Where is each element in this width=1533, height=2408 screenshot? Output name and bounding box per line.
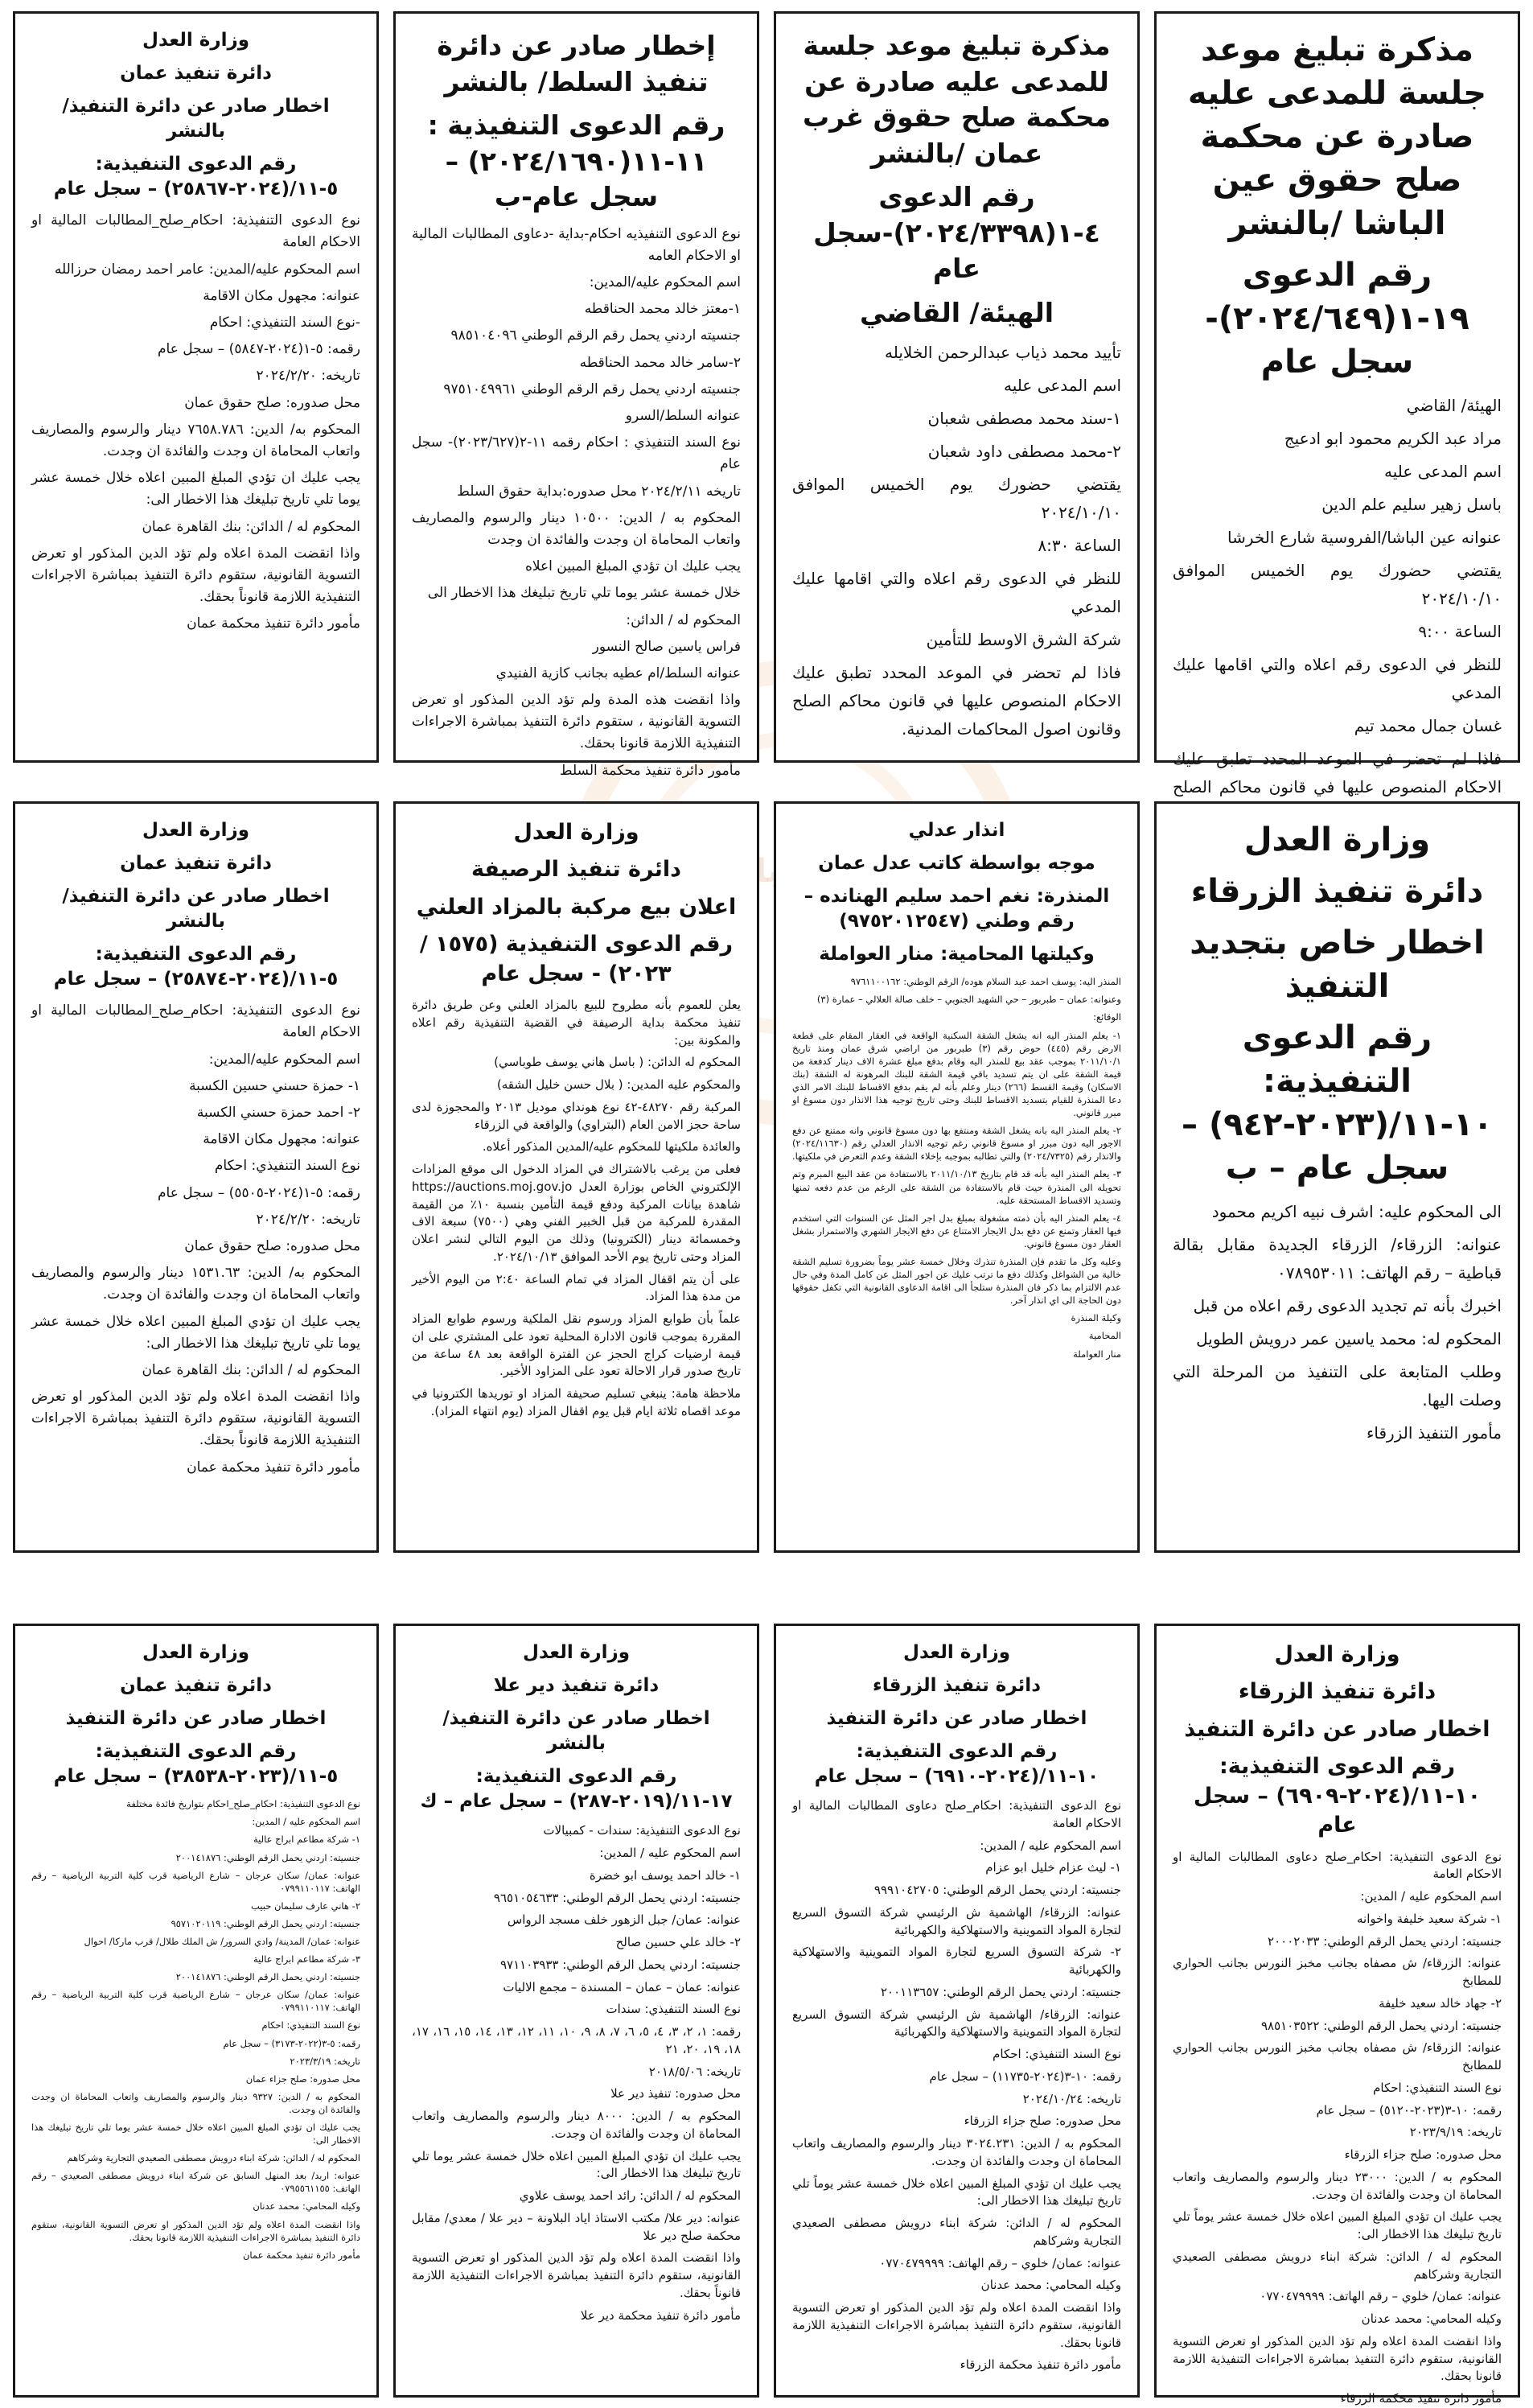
- notice-line: محل صدوره: صلح حقوق عمان: [184, 1237, 360, 1254]
- notice-line: ٣- يعلم المنذر اليه بأنه قد قام بتاريخ ٢٠١١/١٠/١٣ بالاستفادة من عقد البيع المبرم وتم تحويله الى المنذرة حيث قام بالاستفادة من الشقة على الرغم من عدم دفعه ثمنها وتسديد الاقساط المستحقة عليه.: [792, 1168, 1121, 1206]
- case-number: رقم الدعوى التنفيذية: ١٠-١١/(٢٠٢٣-٩٤٢) – سجل عام – ب: [1182, 1019, 1493, 1187]
- notice-line: تاريخه: ٢٠٢٣/٣/١٩: [290, 2055, 360, 2067]
- notice-line: مأمور دائرة تنفيذ محكمة الزرقاء: [960, 2357, 1121, 2373]
- notice-line: واذا انقضت المدة اعلاه ولم تؤد الدين المذكور او تعرض التسوية القانونية، ستقوم دائرة التنفيذ بمباشرة الاجراءات التنفيذية اللازمة قانوناً بحقك.: [31, 1389, 360, 1449]
- case-number: رقم الدعوى التنفيذية : ١١-١١(٢٠٢٤/١٦٩٠) – سجل عام-ب: [427, 109, 725, 213]
- notice-line: نوع السند التنفيذي: سندات: [606, 2002, 741, 2017]
- ministry-header: وزارة العدل: [513, 820, 639, 845]
- notice-line: اسم المحكوم عليه/المدين: عامر احمد رمضان حرزالله: [54, 261, 360, 278]
- notice-body: [412, 1822, 741, 2324]
- notice-line: نوع السند التنفيذي: احكام: [1373, 2080, 1502, 2095]
- notice-body: [792, 1797, 1121, 2374]
- notice-body: [1173, 1849, 1502, 2408]
- notice-amman-execution-38538: [13, 1624, 379, 2398]
- notice-line: المحكوم به/ الدين: ٧٦٥٨.٧٨٦ دينار والرسوم والمصاريف واتعاب المحاماة ان وجدت والفائدة ان وجدت.: [31, 421, 360, 459]
- notice-line: عنوانه: الزرقاء/ الزرقاء الجديدة مقابل بقالة قباطية – رقم الهاتف: ٠٧٨٩٥٣٠١١: [1173, 1235, 1502, 1282]
- notice-line: اسم المحكوم عليه / المدين:: [599, 1846, 741, 1861]
- row-1: [13, 11, 1520, 796]
- watermark-text: الإخبارية: [705, 853, 839, 890]
- notice-body: [412, 224, 741, 782]
- notice-line: عنوانه: اربد/ بعد المنهل السابق عن شركة ابناء درويش مصطفى الصعيدي – رقم الهاتف: ٠٧٩٥٥٦١١٥٥: [31, 2170, 360, 2195]
- notice-line: مأمور دائرة تنفيذ محكمة عمان: [187, 615, 360, 632]
- notice-line: تاريخه ٢٠٢٤/٢/١١ محل صدوره:بداية حقوق السلط: [457, 483, 741, 500]
- notice-line: يجب عليك ان تؤدي المبلغ المبين اعلاه خلال خمسة عشر يوماً تلي تاريخ تبليغك هذا الاخطار الى:: [1173, 2209, 1502, 2242]
- notice-line: ١- حمزة حسني حسين الكسبة: [189, 1077, 360, 1094]
- notice-line: محل صدوره: صلح جزاء الزرقاء: [1344, 2147, 1502, 2163]
- notice-line: يجب عليك ان تؤدي المبلغ المبين اعلاه خلال خمسة عشر يوما تلي تاريخ تبليغك هذا الاخطار الى:: [31, 470, 360, 508]
- notice-line: ١- خالد احمد يوسف ابو خضرة: [589, 1867, 741, 1883]
- notice-line: مراد عبد الكريم محمود ابو ادعيج: [1284, 429, 1502, 448]
- notice-title: اخطار صادر عن دائرة التنفيذ/ بالنشر: [62, 886, 330, 932]
- department-header: دائرة تنفيذ الزرقاء: [873, 1675, 1041, 1697]
- notice-line: عنوانه: عمان/ سكان عرجان – شارع الرياضية قرب كلية التربية الرياضية – رقم الهاتف: ٠٧٩٩١١٠١١٧: [31, 1989, 360, 2014]
- notice-line: رقمه: ١٠-٣(٢٠٢٣-٥١٢٠) – سجل عام: [1316, 2102, 1502, 2118]
- notice-line: تاريخه: ٢٠٢٤/١٠/٢٤: [1022, 2091, 1121, 2106]
- notice-title: اخطار خاص بتجديد التنفيذ: [1190, 924, 1485, 1005]
- notice-line: ٢- هاني عارف سليمان حبيب: [250, 1900, 360, 1912]
- case-number: رقم الدعوى التنفيذية: ١٠-١١/(٢٠٢٤-٦٩١٠) – سجل عام: [814, 1741, 1099, 1788]
- notice-line: اسم المحكوم عليه / المدين:: [1360, 1889, 1502, 1904]
- notice-line: على أن يتم اقفال المزاد في تمام الساعة ٢:٤٠ من اليوم الأخير من مدة هذا المزاد.: [412, 1271, 741, 1304]
- notice-line: المحكوم به/ الدين: ١٥٣١.٦٣ دينار والرسوم والمصاريف واتعاب المحاماة ان وجدت والفائدة ان وجدت.: [31, 1265, 360, 1303]
- notice-line: المحكوم به / الدين: ٨٠٠٠ دينار والرسوم والمصاريف واتعاب المحاماة ان وجدت والفائدة ان وجدت.: [412, 2109, 741, 2141]
- notice-line: نوع السند التنفيذي: احكام: [993, 2047, 1121, 2062]
- notice-line: واذا انقضت المدة اعلاه ولم تؤد الدين المذكور او تعرض التسوية القانونية، ستقوم دائرة التنفيذ بمباشرة الاجراءات التنفيذية اللازمة قانوناً بحقك.: [412, 2250, 741, 2300]
- notice-line: يجب عليك ان تؤدي المبلغ المبين اعلاه خلال خمسة عشر يوماً تلي تاريخ تبليغك هذا الاخطار الى:: [792, 2175, 1121, 2208]
- notice-body: [1173, 1198, 1502, 1447]
- row-3: [13, 1624, 1520, 2406]
- department-header: دائرة تنفيذ دير علا: [493, 1675, 660, 1697]
- notice-title: اعلان بيع مركبة بالمزاد العلني: [416, 894, 737, 920]
- notice-line: محل صدوره: صلح جزاء عمان: [245, 2073, 360, 2085]
- department-header: دائرة تنفيذ عمان: [120, 1675, 272, 1697]
- notice-line: ٢- خالد علي حسين صالح: [615, 1935, 741, 1950]
- notice-title: اخطار صادر عن دائرة التنفيذ: [65, 1708, 327, 1730]
- notice-deir-alla-execution: [393, 1624, 759, 2398]
- notice-line: عنوانه: الزرقاء/ الهاشمية ش الرئيسي شركة التسوق السريع لتجارة المواد التموينية والاستهلاكية والكهربائية: [792, 2007, 1121, 2040]
- notice-line: عنوانه عين الباشا/الفروسية شارع الخرشا: [1227, 528, 1502, 547]
- notice-zarqa-execution-6910: [774, 1624, 1140, 2398]
- ministry-header: وزارة العدل: [142, 1642, 249, 1663]
- notice-line: محل صدوره: صلح جزاء الزرقاء: [964, 2114, 1121, 2129]
- notice-line: جنسيته: اردني يحمل الرقم الوطني: ٢٠٠١١٣٦٥٧: [880, 1984, 1121, 1999]
- notice-line: عنوانه السلط/السرو: [625, 408, 741, 425]
- notice-line: وكيله المحامي: محمد عدنان: [1361, 2311, 1502, 2327]
- notice-line: ١-معتز خالد محمد الحناقطه: [584, 301, 741, 318]
- notice-line: تاريخه: ٢٠٢٣/٩/١٩: [1409, 2125, 1502, 2140]
- notice-line: تاريخه: ٢٠١٨/٥/٠٦: [648, 2064, 741, 2079]
- notice-line: اسم المحكوم عليه / المدين:: [980, 1838, 1121, 1853]
- notice-line: المحكوم له: محمد ياسين عمر درويش الطويل: [1196, 1329, 1502, 1348]
- notice-line: المحكوم له الدائن: ( باسل هاني يوسف طوباسي): [494, 1055, 741, 1070]
- notice-line: وكيله المحامي: محمد عدنان: [253, 2200, 360, 2212]
- ministry-header: وزارة العدل: [903, 1642, 1010, 1663]
- ministry-header: وزارة العدل: [1243, 821, 1431, 858]
- notice-line: فراس ياسين صالح النسور: [592, 638, 741, 655]
- notice-zarqa-execution-6909: [1154, 1624, 1520, 2406]
- notice-line: المحكوم به / الدين: ٣٠٢٤.٢٣١ دينار والرسوم والمصاريف واتعاب المحاماة ان وجدت والفائدة ان وجدت.: [792, 2136, 1121, 2168]
- notice-line: ٢-محمد مصطفى داود شعبان: [927, 442, 1121, 462]
- notice-title: مذكرة تبليغ موعد جلسة للمدعى عليه صادرة عن محكمة صلح حقوق غرب عمان /بالنشر: [802, 30, 1112, 169]
- notice-line: اسم المدعى عليه: [1004, 376, 1121, 396]
- case-number: رقم الدعوى التنفيذية: ١٠-١١/(٢٠٢٤-٦٩٠٩) – سجل عام: [1193, 1754, 1482, 1838]
- notice-line: يجب عليك ان تؤدي المبلغ المبين اعلاه: [524, 558, 741, 575]
- notice-line: ١-سند محمد مصطفى شعبان: [927, 409, 1121, 429]
- notice-line: مأمور دائرة تنفيذ محكمة دير علا: [580, 2307, 741, 2323]
- notice-line: جنسيته: اردني يحمل الرقم الوطني: ٢٠٠١٤١٨٧٦: [175, 1851, 360, 1863]
- lawyer-line: وكيلتها المحامية: منار العواملة: [819, 944, 1095, 965]
- notice-line: مأمور دائرة تنفيذ محكمة الزرقاء: [1340, 2391, 1502, 2406]
- notice-title: اخطار صادر عن دائرة التنفيذ/ بالنشر: [442, 1708, 710, 1755]
- notice-line: نوع الدعوى التنفيذية: سندات - كمبيالات: [543, 1823, 741, 1838]
- notice-line: شركة الشرق الاوسط للتأمين: [926, 630, 1121, 650]
- notice-line: ١- يعلم المنذر اليه انه يشغل الشقة السكنية الواقعة في العقار المقام على قطعة الارض رقم (٤٤٥) حوض رقم (٣) طبربور من اراضي شرق عمان ومنذ تاريخ ٢٠١١/١٠/١ بموجب عقد بيع للمنذر اليه وقام بدفع مبلغ عشرة الاف دينار كدفعة من قيمة الشقة على ان يتم تسديد باقي قيمة الشقة للبنك المرهونة له الشقة (بنك الاسكان) وقيمة القسط (٢٦٦) دينار وعلم بأنه لم يقم بدفع الاقساط للبنك الامر الذي دعا المنذرة للقيام بتسديد الاقساط للبنك وحتى تاريخ توجيه هذا الانذار دون مسوغ او مبرر قانوني.: [792, 1029, 1121, 1119]
- notice-line: عنوانه: الزرقاء/ ش مصفاه بجانب مخبز النورس بجانب الحواري للمطابخ: [1173, 1956, 1502, 1989]
- notice-title: اخطار صادر عن دائرة التنفيذ/ بالنشر: [62, 96, 330, 142]
- notice-line: ٢- يعلم المنذر اليه بانه يشغل الشقة ومنتفع بها دون مسوغ قانوني وانه ممتنع عن دفع الاجور اليه دون مبرر او مسوغ قانوني رغم توجيه الانذار العدلي رقم (٢٠٢٤/١١٦٣٠) والانذار رقم (٢٠٢٤/٧٣٢٥) والتي تطالبه بموجبه بإخلاء الشقة وعدم التعرض في ملكيتها.: [792, 1125, 1121, 1163]
- notice-line: نوع الدعوى التنفيذية: احكام_صلح_احكام بتواريخ فائدة مختلفة: [126, 1798, 360, 1810]
- ministry-header: وزارة العدل: [523, 1642, 630, 1663]
- case-number: رقم الدعوى التنفيذية (١٥٧٥ / ٢٠٢٣) - سجل عام: [419, 932, 734, 986]
- notice-line: عنوانه: عمان/ المدينة/ وادي السرور/ ش الملك طلال/ قرب ماركا/ احوال: [84, 1935, 360, 1947]
- notice-ain-basha-hearing: [1154, 11, 1520, 796]
- notice-line: المحكوم به / الدين: ٩٣٢٧ دينار والرسوم والمصاريف واتعاب المحاماة ان وجدت والفائدة ان وجدت.: [31, 2090, 360, 2115]
- notice-line: عنوانه: عمان/ جبل الزهور خلف مسجد الرواس: [507, 1912, 741, 1928]
- notice-line: تأييد محمد ذياب عبدالرحمن الخلايله: [885, 343, 1121, 363]
- notice-line: للنظر في الدعوى رقم اعلاه والتي اقامها عليك المدعي: [792, 569, 1121, 617]
- notice-line: مأمور التنفيذ الزرقاء: [1367, 1423, 1502, 1443]
- case-number: رقم الدعوى ١٩-١(٢٠٢٤/٦٤٩)-سجل عام: [1205, 257, 1469, 381]
- notice-line: رقمه: ٥-١(٢٠٢٤-٥٨٤٧) – سجل عام: [158, 341, 360, 358]
- notice-line: المحكوم به / الدين: ٢٣٠٠٠ دينار والرسوم والمصاريف واتعاب المحاماة ان وجدت والفائدة ان وجدت.: [1173, 2169, 1502, 2202]
- notice-line: جنسيته: اردني يحمل الرقم الوطني: ٩٩٩١٠٤٢٧٠٥: [873, 1883, 1121, 1898]
- notice-line: ٢- احمد حمزة حسني الكسبة: [196, 1105, 360, 1122]
- notice-line: ١- شركة سعيد خليفة واخوانه: [1357, 1911, 1502, 1926]
- notice-line: جنسيته: اردني يحمل الرقم الوطني: ٩٨٥١٠٣٥٢٢: [1260, 2018, 1502, 2033]
- notice-rusaifa-auction: [393, 801, 759, 1553]
- notice-line: عنوانه: دير علا/ مكتب الاستاذ اياد البلاونة – دير علا / معدي/ مقابل محكمة صلح دير علا: [412, 2210, 741, 2243]
- notice-line: يجب عليك ان تؤدي المبلغ المبين اعلاه خلال خمسة عشر يوما تلي تاريخ تبليغك هذا الاخطار الى:: [31, 1313, 360, 1352]
- notice-line: مأمور دائرة تنفيذ محكمة عمان: [187, 1459, 360, 1476]
- notice-line: فاذا لم تحضر في الموعد المحدد تطبق عليك الاحكام المنصوص عليها في قانون محاكم الصلح: [1173, 749, 1502, 796]
- notice-line: وكيلة المنذرة: [1071, 1312, 1121, 1324]
- notice-line: عنوانه السلط/ام عطيه بجانب كازية الفنيدي: [495, 665, 741, 681]
- notice-line: نوع الدعوى التنفيذية: احكام_صلح_المطالبات المالية او الاحكام العامة: [31, 1002, 360, 1041]
- panel-label: الهيئة/ القاضي: [859, 296, 1054, 328]
- notice-amman-execution-25867: [13, 11, 379, 763]
- notice-body: [412, 997, 741, 1421]
- notice-line: فاذا لم تحضر في الموعد المحدد تطبق عليك الاحكام المنصوص عليها في قانون محاكم الصلح وقانون اصول المحاكمات المدنية.: [792, 663, 1121, 739]
- notice-line: المحكوم له / الدائن: بنك القاهرة عمان: [142, 1361, 360, 1378]
- notice-line: وعليه وكل ما تقدم فإن المنذرة تنذرك وخلال خمسة عشر يوماً بضرورة تسليم الشقة خالية من الشواغل وكذلك دفع ما ترتب عليك عن اجور المثل عن كامل المدة وفي حال عدم الالتزام بما ذكر فان المنذرة ستلجأ الى اقامة الدعاوى القانونية التي تكفل حقوقها دون الحاجة الى اي انذار آخر.: [792, 1256, 1121, 1307]
- notice-title: اخطار صادر عن دائرة التنفيذ: [826, 1708, 1087, 1730]
- case-number: رقم الدعوى التنفيذية: ١٧-١١/(٢٠١٩-٢٨٧) – سجل عام – ك: [420, 1766, 733, 1813]
- notice-line: رقمه: ١، ٢، ٣، ٤، ٥، ٦، ٧، ٨، ٩، ١٠، ١١، ١٢، ١٣، ١٤، ١٥، ١٦، ١٧، ١٨، ١٩، ٢٠، ٢١: [412, 2024, 742, 2056]
- notice-line: جنسيته: اردني يحمل الرقم الوطني: ٢٠٠١٤١٨٧٦: [175, 1971, 360, 1983]
- notice-line: اسم المدعى عليه: [1384, 462, 1502, 481]
- notice-line: نوع الدعوى التنفيذيه احكام-بداية -دعاوى المطالبات المالية او الاحكام العامه: [412, 225, 741, 264]
- ministry-header: وزارة العدل: [1274, 1642, 1400, 1667]
- notice-line: ٢-سامر خالد محمد الحناقطه: [579, 354, 741, 371]
- notice-line: عنوانه: مجهول مكان الاقامة: [203, 1131, 360, 1148]
- notice-line: باسل زهير سليم علم الدين: [1321, 495, 1502, 514]
- notice-title: اخطار صادر عن دائرة التنفيذ: [1184, 1716, 1490, 1742]
- notice-line: نوع السند التنفيذي: احكام: [261, 2019, 360, 2031]
- notice-line: منار العواملة: [1073, 1348, 1121, 1360]
- notice-line: الساعة ٨:٣٠: [1038, 536, 1121, 556]
- notice-line: عنوانه: عمان/ سكان عرجان – شارع الرياضية قرب كلية التربية الرياضية – رقم الهاتف: ٠٧٩٩١١٠١١٧: [31, 1869, 360, 1894]
- notice-line: ١- ليث عزام خليل ابو عزام: [985, 1860, 1121, 1875]
- case-number: رقم الدعوى التنفيذية: ٥-١١/(٢٠٢٤-٢٥٨٧٤) – سجل عام: [53, 944, 339, 990]
- notice-body: [1173, 392, 1502, 829]
- notice-line: المحكوم له / الدائن: بنك القاهرة عمان: [142, 518, 360, 535]
- notice-line: يقتضي حضورك يوم الخميس الموافق ٢٠٢٤/١٠/١٠: [1173, 561, 1502, 608]
- department-header: دائرة تنفيذ عمان: [120, 853, 272, 875]
- notice-line: جنسيته: اردني يحمل الرقم الوطني: ٢٠٠٠٢٠٣٣: [1268, 1933, 1502, 1949]
- notice-line: تاريخه: ٢٠٢٤/٢/٢٠: [256, 1211, 360, 1228]
- notice-line: واذا انقضت المدة اعلاه ولم تؤد الدين المذكور او تعرض التسوية القانونية، ستقوم دائرة التنفيذ بمباشرة الاجراءات التنفيذية اللازمة قانونا بحقك.: [1173, 2333, 1502, 2384]
- notice-line: نوع السند التنفيذي : احكام رقمه ١١-٢(٢٠٢٣/٦٢٧)- سجل عام: [412, 434, 742, 473]
- notice-body: [792, 975, 1121, 1360]
- notice-line: رقمه: ٥-٣(٢٠٢٢-٣١٧٣) – سجل عام: [223, 2037, 360, 2049]
- notice-line: المنذر اليه: يوسف احمد عبد السلام هوده/ الرقم الوطني: ٩٧٦١١٠٠١٦٢: [850, 976, 1121, 988]
- notice-line: الى المحكوم عليه: اشرف نبيه اكريم محمود: [1211, 1202, 1502, 1221]
- notice-line: مأمور دائرة تنفيذ محكمة عمان: [242, 2249, 360, 2261]
- notice-west-amman-hearing: [774, 11, 1140, 763]
- department-header: دائرة تنفيذ الرصيفة: [471, 857, 682, 883]
- department-header: دائرة تنفيذ الزرقاء: [1238, 1679, 1436, 1705]
- department-header: دائرة تنفيذ الزرقاء: [1190, 873, 1484, 910]
- notice-line: فعلى من يرغب بالاشتراك في المزاد الدخول الى موقع المزادات الإلكتروني الخاص بوزارة العدل https://auctions.moj.gov.jo شاهدة بيانات المركبة ودفع قيمة التأمين بنسبة ١٠٪ من القيمة المقدرة للمركبة من قبل الخبير الفني وهي (٧٥٠٠) سبعة الاف وخمسمائة دينار (الكترونيا) وذلك من اليوم التالي لنشر اعلان المزاد وحتى تاريخ يوم الأحد الموافق ٢٠٢٤/١٠/١٣.: [412, 1162, 741, 1264]
- notice-body: [31, 210, 360, 635]
- notice-line: رقمه: ١٠-٣(٢٠٢٤-١١٧٣٥) – سجل عام: [929, 2068, 1121, 2084]
- notice-line: المركبة رقم ٤٨٢٧٠-٤٢ نوع هونداي موديل ٢٠١٣ والمحجوزة لدى ساحة حجز الامن العام (البتراوي) والواقعة في الزرقاء: [412, 1099, 741, 1132]
- notice-line: عنوانه: الزرقاء/ ش مصفاه بجانب مخبز النورس بجانب الحواري للمطابخ: [1173, 2040, 1502, 2073]
- notice-line: محل صدوره: تنفيذ دير علا: [610, 2086, 741, 2101]
- case-number: رقم الدعوى التنفيذية: ٥-١١/(٢٠٢٣-٣٨٥٣٨) – سجل عام: [53, 1741, 339, 1788]
- notice-line: الوقائع:: [1093, 1011, 1121, 1023]
- notice-line: جنسيته: اردني يحمل الرقم الوطني: ٩٧١١٠٣٩٣٣: [499, 1957, 741, 1972]
- notice-line: الساعة ٩:٠٠: [1418, 622, 1502, 641]
- notice-judicial-warning: [774, 801, 1140, 1553]
- notice-line: محل صدوره: صلح حقوق عمان: [184, 394, 360, 411]
- notice-line: وكيله المحامي: محمد عدنان: [980, 2278, 1121, 2293]
- notice-line: المحامية: [1088, 1330, 1121, 1342]
- notice-line: جنسيته اردني يحمل رقم الرقم الوطني ٩٨٥١٠٤٠٩٦: [450, 327, 741, 344]
- notice-line: عنوانه: عمان/ خلوي – رقم الهاتف: ٠٧٧٠٤٧٩٩٩٩: [879, 2255, 1121, 2270]
- notice-line: يقتضي حضورك يوم الخميس الموافق ٢٠٢٤/١٠/١٠: [792, 475, 1121, 523]
- notice-line: وعنوانه: عمان – طبربور – حي الشهيد الجنوبي – خلف صالة العلالي – عمارة (٣): [816, 994, 1121, 1006]
- notice-line: عنوانه: عمان/ خلوي – رقم الهاتف: ٠٧٧٠٤٧٩٩٩٩: [1260, 2289, 1502, 2304]
- ministry-header: وزارة العدل: [142, 30, 249, 51]
- notice-line: عنوانه: عمان – عمان – المسندة – مجمع الاليات: [503, 1979, 741, 1994]
- case-number: رقم الدعوى ٤-١(٢٠٢٤/٣٣٩٨)-سجل عام: [813, 181, 1100, 285]
- notice-line: وطلب المتابعة على التنفيذ من المرحلة التي وصلت اليها.: [1173, 1362, 1502, 1410]
- notice-line: المحكوم به / الدين: ١٠٥٠٠ دينار والرسوم والمصاريف واتعاب المحاماة ان وجدت والفائدة ان وجدت: [412, 509, 741, 548]
- notice-line: جنسيته اردني يحمل رقم الرقم الوطني ٩٧٥١٠٤٩٩٦١: [443, 381, 741, 397]
- notice-line: واذا انقضت المدة اعلاه ولم تؤد الدين المذكور او تعرض التسوية القانونية، ستقوم دائرة التنفيذ بمباشرة الاجراءات التنفيذية اللازمة قانونا بحقك.: [792, 2300, 1121, 2350]
- notice-line: ٢- شركة التسوق السريع لتجارة المواد التموينية والاستهلاكية والكهربائية: [792, 1945, 1121, 1978]
- notice-line: المحكوم له / الدائن: شركة ابناء درويش مصطفى الصعيدي التجارية وشركاهم: [1173, 2249, 1502, 2282]
- row-2: [13, 801, 1520, 1553]
- notice-line: -نوع السند التنفيذي: احكام: [209, 315, 360, 331]
- notice-line: غسان جمال محمد تيم: [1354, 716, 1502, 735]
- notice-line: عنوانه: الزرقاء/ الهاشمية ش الرئيسي شركة التسوق السريع لتجارة المواد التموينية والاستهلاكية والكهربائية: [792, 1904, 1121, 1937]
- notice-line: ١- شركة مطاعم ابراج عالية: [253, 1834, 360, 1846]
- notice-line: المحكوم له / الدائن:: [626, 611, 741, 628]
- notice-line: والمحكوم عليه المدين: ( بلال حسن خليل الشقه): [496, 1077, 741, 1093]
- notice-line: يجب عليك ان تؤدي المبلغ المبين اعلاه خلال خمسة عشر يوما تلي تاريخ تبليغك هذا الاخطار الى:: [31, 2122, 360, 2147]
- warner-line: المنذرة: نغم احمد سليم الهنانده – رقم وطني (٩٧٥٢٠١٢٥٤٧): [803, 886, 1110, 932]
- notice-line: اسم المحكوم عليه / المدين:: [252, 1816, 360, 1828]
- notary-header: موجه بواسطة كاتب عدل عمان: [818, 853, 1095, 875]
- notice-line: نوع الدعوى التنفيذية: احكام_صلح دعاوى المطالبات المالية او الاحكام العامة: [1173, 1849, 1502, 1882]
- notice-line: عنوانه: مجهول مكان الاقامة: [203, 287, 360, 304]
- notice-body: [31, 1797, 360, 2262]
- notice-line: نوع الدعوى التنفيذية: احكام_صلح دعاوى المطالبات المالية او الاحكام العامة: [792, 1798, 1121, 1830]
- notice-line: اخبرك بأنه تم تجديد الدعوى رقم اعلاه من قبل: [1193, 1296, 1502, 1315]
- notice-title: انذار عدلي: [908, 820, 1005, 841]
- notice-body: [792, 339, 1121, 743]
- notice-line: الهيئة/ القاضي: [1406, 396, 1502, 415]
- notice-line: واذا انقضت المدة اعلاه ولم تؤد الدين المذكور او تعرض التسوية القانونية، ستقوم دائرة التنفيذ بمباشرة الاجراءات التنفيذية اللازمة قانونا بحقك.: [31, 2218, 360, 2243]
- notice-line: نوع السند التنفيذي: احكام: [214, 1158, 360, 1175]
- notice-line: للنظر في الدعوى رقم اعلاه والتي اقامها عليك المدعي: [1173, 655, 1502, 702]
- notice-line: ملاحظة هامة: ينبغي تسليم صحيفة المزاد او توريدها الكترونيا في موعد اقصاه ثلاثة ايام قبل يوم اقفال المزاد (يوم انتهاء المزاد).: [412, 1386, 741, 1418]
- notice-line: ٤- يعلم المنذر اليه بأن ذمته مشغولة بمبلغ بدل اجر المثل عن السنوات التي استخدم فيها العقار وتمنع عن دفع بدل الايجار الامتناع عن دفع الايجار الشهري والاستمرار بشغل العقار دون مسوغ قانوني.: [792, 1212, 1121, 1249]
- notice-salt-execution: [393, 11, 759, 779]
- notice-line: علماً بأن طوابع المزاد ورسوم نقل الملكية ورسوم طوابع المزاد المقررة بموجب قانون الادارة المحلية تعود على المشتري على ان قيمة ارضيات كراج الحجز عن الفترة الواقعة بعد ٤٨ ساعة من تاريخ صدور قرار الاحالة تعود على المزاود الأخير.: [412, 1311, 742, 1379]
- notice-line: اسم المحكوم عليه/المدين:: [589, 274, 741, 291]
- notice-line: خلال خمسة عشر يوما تلي تاريخ تبليغك هذا الاخطار الى: [427, 585, 741, 602]
- ministry-header: وزارة العدل: [142, 820, 249, 841]
- notice-line: ٣- شركة مطاعم ابراج عالية: [253, 1953, 360, 1966]
- notice-body: [31, 1000, 360, 1479]
- case-number: رقم الدعوى التنفيذية: ٥-١١/(٢٠٢٤-٢٥٨٦٧) – سجل عام: [53, 154, 339, 200]
- notice-title: مذكرة تبليغ موعد جلسة للمدعى عليه صادرة عن محكمة صلح حقوق عين الباشا /بالنشر: [1187, 31, 1487, 242]
- notice-line: والعائدة ملكيتها للمحكوم عليه/المدين المذكور أعلاه.: [482, 1139, 741, 1155]
- notice-line: المحكوم له / الدائن: شركة ابناء درويش مصطفى الصعيدي التجارية وشركاهم: [792, 2216, 1121, 2248]
- notice-line: تاريخه: ٢٠٢٤/٢/٢٠: [256, 368, 360, 385]
- notice-line: يجب عليك ان تؤدي المبلغ المبين اعلاه خلال خمسة عشر يوما تلي تاريخ تبليغك هذا الاخطار الى:: [412, 2148, 741, 2181]
- notice-line: المحكوم له / الدائن: شركة ابناء درويش مصطفى الصعيدي التجارية وشركاهم: [67, 2152, 360, 2164]
- notice-line: ٢- جهاد خالد سعيد خليفة: [1379, 1995, 1502, 2011]
- notice-line: المحكوم له / الدائن: رائد احمد يوسف علاوي: [519, 2188, 741, 2204]
- notice-line: رقمه: ٥-١(٢٠٢٤-٥٥٠٥) – سجل عام: [158, 1184, 360, 1201]
- notice-line: واذا انقضت هذه المدة ولم تؤد الدين المذكور او تعرض التسوية القانونية ، ستقوم دائرة التنفيذ بمباشرة الاجراءات التنفيذية اللازمة قانونا بحقك.: [412, 692, 741, 752]
- notice-line: جنسيته: اردني يحمل الرقم الوطني: ٩٦٥١٠٥٤٦٣٣: [493, 1890, 741, 1905]
- notice-line: يعلن للعموم بأنه مطروح للبيع بالمزاد العلني وعن طريق دائرة تنفيذ محكمة بداية الرصيفة في القضية التنفيذية رقم اعلاه والمكونة بين:: [412, 998, 741, 1048]
- notice-line: مأمور دائرة تنفيذ محكمة السلط: [559, 762, 741, 779]
- department-header: دائرة تنفيذ عمان: [120, 63, 272, 84]
- notice-amman-execution-25874: [13, 801, 379, 1553]
- notice-line: نوع الدعوى التنفيذية: احكام_صلح_المطالبات المالية او الاحكام العامة: [31, 212, 360, 251]
- notice-line: جنسيته: اردني يحمل الرقم الوطني: ٩٥٧١٠٢٠١١٩: [171, 1917, 360, 1929]
- notice-line: واذا انقضت المدة اعلاه ولم تؤد الدين المذكور او تعرض التسوية القانونية، ستقوم دائرة التنفيذ بمباشرة الاجراءات التنفيذية اللازمة قانوناً بحقك.: [31, 545, 360, 606]
- notice-line: اسم المحكوم عليه/المدين:: [208, 1051, 360, 1068]
- notice-title: إخطار صادر عن دائرة تنفيذ السلط/ بالنشر: [437, 30, 716, 97]
- notice-zarqa-renewal: [1154, 801, 1520, 1553]
